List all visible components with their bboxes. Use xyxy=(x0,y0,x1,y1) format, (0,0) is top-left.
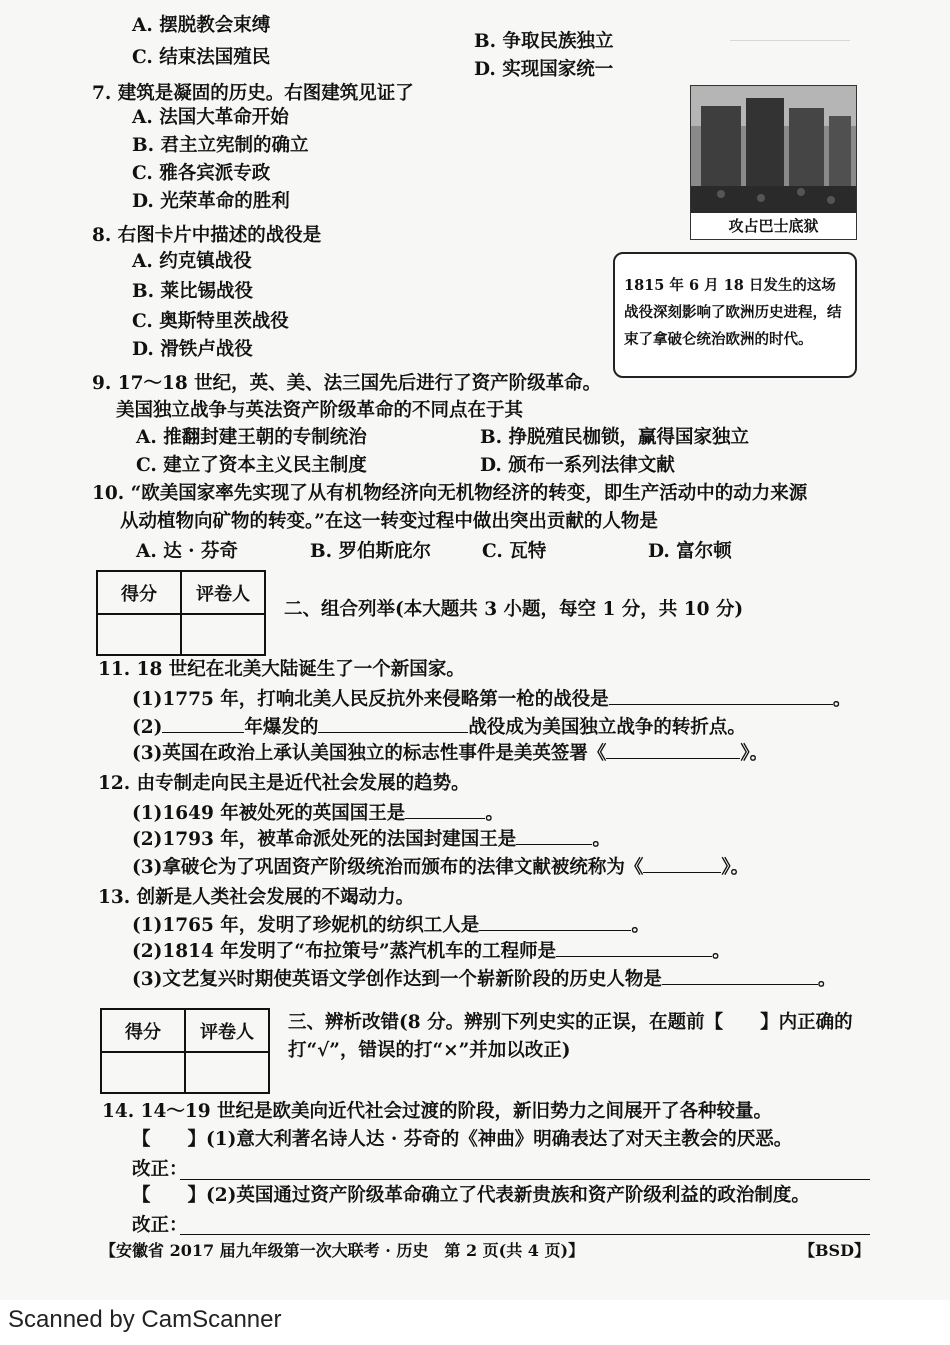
grader-label: 评卷人 xyxy=(196,583,250,605)
q10-option-d: D. 富尔顿 xyxy=(648,541,732,562)
photo-caption: 攻占巴士底狱 xyxy=(690,213,857,240)
q13-stem: 13. 创新是人类社会发展的不竭动力。 xyxy=(98,887,415,908)
q11-blank-4[interactable] xyxy=(606,740,740,759)
q8-option-d: D. 滑铁卢战役 xyxy=(132,339,253,360)
q11-part2-a: (2) xyxy=(132,717,163,738)
grader-cell xyxy=(182,615,264,656)
q10-option-c: C. 瓦特 xyxy=(482,541,547,562)
q11-part1 xyxy=(132,686,851,712)
footer-code: 【BSD】 xyxy=(799,1241,870,1260)
q6-option-c: C. 结束法国殖民 xyxy=(132,47,271,68)
q13-part3-end: 。 xyxy=(817,969,837,990)
q6-option-b: B. 争取民族独立 xyxy=(474,31,614,52)
grader-label-2: 评卷人 xyxy=(200,1021,254,1043)
q12-part3 xyxy=(132,854,749,880)
q7-option-b: B. 君主立宪制的确立 xyxy=(132,135,309,156)
q9-option-b: B. 挣脱殖民枷锁，赢得国家独立 xyxy=(480,427,750,448)
q11-part3 xyxy=(132,740,768,766)
q10-stem-1: 10. “欧美国家率先实现了从有机物经济向无机物经济的转变，即生产活动中的动力来源 xyxy=(92,483,808,504)
q13-part3-text: (3)文艺复兴时期使英语文学创作达到一个崭新阶段的历史人物是 xyxy=(132,969,662,990)
q13-part2 xyxy=(132,938,731,964)
q8-option-a: A. 约克镇战役 xyxy=(132,251,252,272)
q12-part3-text: (3)拿破仑为了巩固资产阶级统治而颁布的法律文献被统称为《 xyxy=(132,857,644,878)
q11-part2 xyxy=(132,714,746,740)
score-box-2 xyxy=(100,1008,270,1094)
q11-part2-c: 战役成为美国独立战争的转折点。 xyxy=(468,717,746,738)
q14-fix-2-label: 改正： xyxy=(132,1215,188,1236)
q6-option-d: D. 实现国家统一 xyxy=(474,59,614,80)
q14-fix-2-line[interactable] xyxy=(180,1234,870,1235)
bleed-line xyxy=(730,40,850,41)
q11-blank-1[interactable] xyxy=(609,686,833,705)
q13-part2-end: 。 xyxy=(712,941,731,962)
section3-title-2: 打“√”，错误的打“×”并加以改正) xyxy=(288,1040,571,1061)
q8-stem: 8. 右图卡片中描述的战役是 xyxy=(92,225,322,246)
q9-option-d: D. 颁布一系列法律文献 xyxy=(480,455,675,476)
footer-text: 【安徽省 2017 届九年级第一次大联考 · 历史 第 2 页(共 4 页)】 xyxy=(100,1241,585,1260)
score-box xyxy=(96,570,266,656)
q12-part3-end: 》。 xyxy=(721,857,750,878)
q13-part1-end: 。 xyxy=(631,915,650,936)
q14-statement-2[interactable]: 【 】(2)英国通过资产阶级革命确立了代表新贵族和资产阶级利益的政治制度。 xyxy=(132,1185,810,1206)
scanner-watermark: Scanned by CamScanner xyxy=(8,1306,282,1333)
q10-option-b: B. 罗伯斯庇尔 xyxy=(310,541,432,562)
page-footer xyxy=(100,1238,870,1261)
q14-fix-1-label: 改正： xyxy=(132,1159,188,1180)
q13-blank-2[interactable] xyxy=(556,938,712,957)
q12-blank-3[interactable] xyxy=(643,854,721,873)
q13-part3 xyxy=(132,966,836,992)
score-cell xyxy=(98,615,182,656)
q14-fix-1-line[interactable] xyxy=(180,1179,870,1180)
q7-option-d: D. 光荣革命的胜利 xyxy=(132,191,290,212)
q11-part3-end: 》。 xyxy=(740,743,769,764)
q12-part1-text: (1)1649 年被处死的英国国王是 xyxy=(132,803,406,824)
q8-option-b: B. 莱比锡战役 xyxy=(132,281,254,302)
q7-stem: 7. 建筑是凝固的历史。右图建筑见证了 xyxy=(92,83,414,104)
q13-part1-text: (1)1765 年，发明了珍妮机的纺织工人是 xyxy=(132,915,480,936)
q11-stem: 11. 18 世纪在北美大陆诞生了一个新国家。 xyxy=(98,659,465,680)
q11-part2-b: 年爆发的 xyxy=(244,717,319,738)
q11-part3-text: (3)英国在政治上承认美国独立的标志性事件是美英签署《 xyxy=(132,743,607,764)
q12-part2-text: (2)1793 年，被革命派处死的法国封建国王是 xyxy=(132,829,517,850)
section3-title-1: 三、辨析改错(8 分。辨别下列史实的正误，在题前【 】内正确的 xyxy=(288,1012,853,1033)
q12-blank-1[interactable] xyxy=(405,800,485,819)
q12-part2 xyxy=(132,826,611,852)
q7-option-a: A. 法国大革命开始 xyxy=(132,107,289,128)
score-label: 得分 xyxy=(98,572,182,613)
score-label-2: 得分 xyxy=(102,1010,186,1051)
q12-part2-end: 。 xyxy=(592,829,611,850)
q13-blank-3[interactable] xyxy=(662,966,818,985)
q10-option-a: A. 达 · 芬奇 xyxy=(136,541,239,562)
q12-part1-end: 。 xyxy=(485,803,504,824)
bastille-illustration xyxy=(691,86,856,214)
q9-option-c: C. 建立了资本主义民主制度 xyxy=(136,455,367,476)
q14-stem: 14. 14～19 世纪是欧美向近代社会过渡的阶段，新旧势力之间展开了各种较量。 xyxy=(102,1101,773,1122)
q9-stem-1: 9. 17～18 世纪，英、美、法三国先后进行了资产阶级革命。 xyxy=(92,373,602,394)
section2-title: 二、组合列举(本大题共 3 小题，每空 1 分，共 10 分) xyxy=(284,599,744,620)
q7-option-c: C. 雅各宾派专政 xyxy=(132,163,271,184)
q9-stem-2: 美国独立战争与英法资产阶级革命的不同点在于其 xyxy=(116,400,524,421)
bastille-photo xyxy=(690,85,857,215)
q10-stem-2: 从动植物向矿物的转变。”在这一转变过程中做出突出贡献的人物是 xyxy=(120,511,658,532)
grader-cell-2 xyxy=(186,1053,268,1094)
q11-part1-end: 。 xyxy=(832,689,852,710)
score-cell-2 xyxy=(102,1053,186,1094)
q13-blank-1[interactable] xyxy=(479,912,631,931)
q13-part1 xyxy=(132,912,650,938)
q13-part2-text: (2)1814 年发明了“布拉策号”蒸汽机车的工程师是 xyxy=(132,941,557,962)
q9-option-a: A. 推翻封建王朝的专制统治 xyxy=(136,427,367,448)
q11-blank-3[interactable] xyxy=(318,714,468,733)
q11-part1-text: (1)1775 年，打响北美人民反抗外来侵略第一枪的战役是 xyxy=(132,689,609,710)
q12-blank-2[interactable] xyxy=(516,826,592,845)
q12-stem: 12. 由专制走向民主是近代社会发展的趋势。 xyxy=(98,773,470,794)
q6-option-a: A. 摆脱教会束缚 xyxy=(132,15,271,36)
battle-card-text: 1815 年 6 月 18 日发生的这场战役深刻影响了欧洲历史进程，结束了拿破仑统治欧洲的时代。 xyxy=(624,277,842,348)
q12-part1 xyxy=(132,800,504,826)
q14-statement-1[interactable]: 【 】(1)意大利著名诗人达 · 芬奇的《神曲》明确表达了对天主教会的厌恶。 xyxy=(132,1129,793,1150)
q11-blank-2[interactable] xyxy=(162,714,244,733)
q8-option-c: C. 奥斯特里茨战役 xyxy=(132,311,289,332)
